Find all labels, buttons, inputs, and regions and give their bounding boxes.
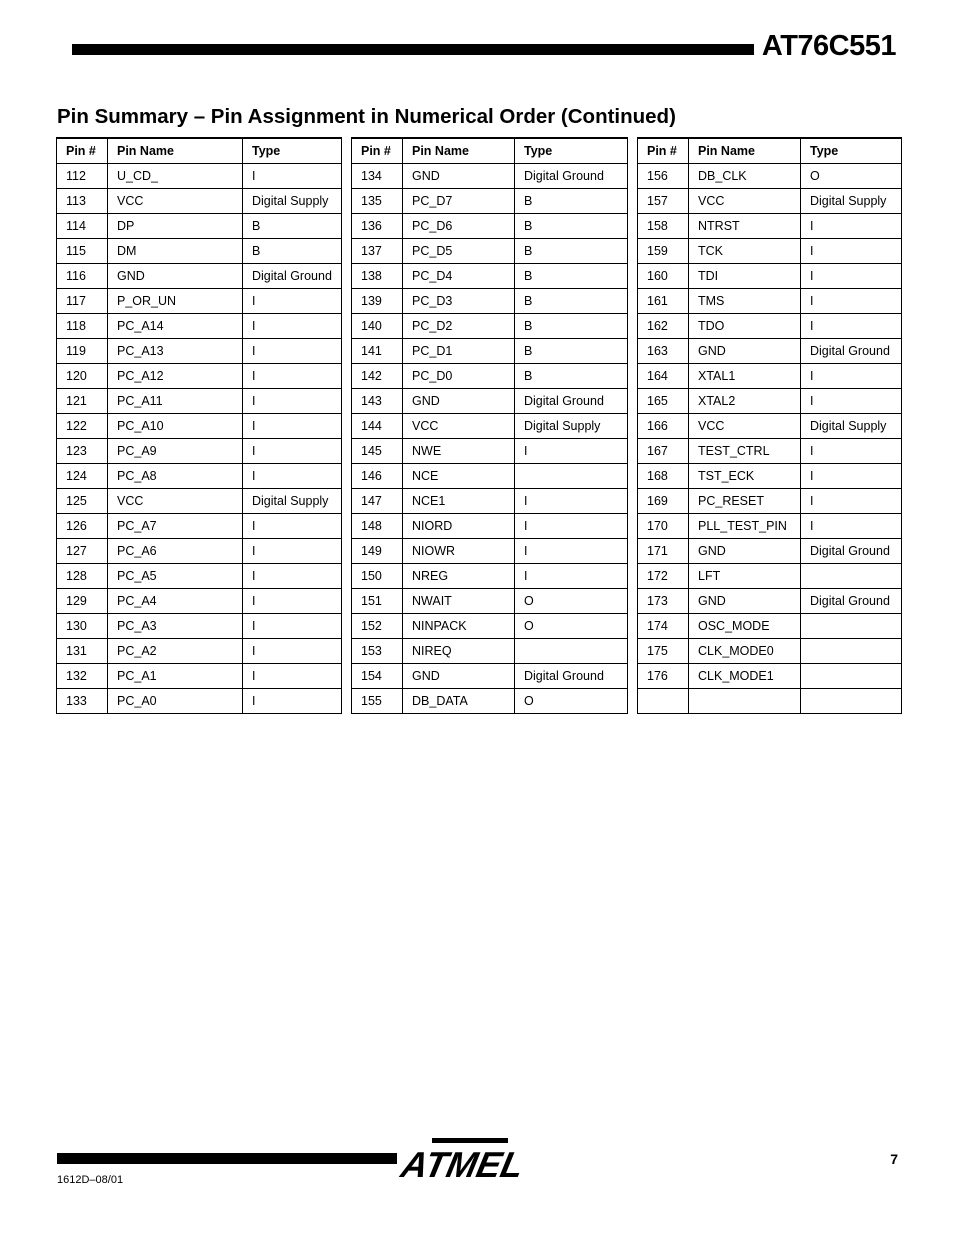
pin-type-cell: I: [515, 514, 628, 539]
pin-type-cell: I: [243, 339, 342, 364]
table-row: [638, 489, 902, 514]
pin-name-cell: TDO: [689, 314, 801, 339]
pin-type-cell: [801, 564, 902, 589]
pin-name-cell: PC_A9: [108, 439, 243, 464]
logo-text: ATMEL: [397, 1144, 528, 1185]
footer-rule: [57, 1153, 397, 1164]
table-row: [352, 214, 628, 239]
pin-name-cell: VCC: [689, 189, 801, 214]
column-header-pin-name: Pin Name: [403, 138, 515, 164]
pin-type-cell: Digital Supply: [243, 489, 342, 514]
pin-name-cell: PC_A8: [108, 464, 243, 489]
pin-type-cell: I: [243, 689, 342, 714]
pin-name-cell: PC_A1: [108, 664, 243, 689]
pin-number-cell: 135: [352, 189, 403, 214]
pin-number-cell: 117: [57, 289, 108, 314]
pin-number-cell: 124: [57, 464, 108, 489]
pin-number-cell: 161: [638, 289, 689, 314]
pin-name-cell: VCC: [108, 189, 243, 214]
pin-type-cell: [801, 689, 902, 714]
table-row: [638, 514, 902, 539]
pin-name-cell: NCE1: [403, 489, 515, 514]
pin-type-cell: I: [801, 364, 902, 389]
pin-name-cell: DM: [108, 239, 243, 264]
pin-type-cell: O: [515, 689, 628, 714]
section-title: Pin Summary – Pin Assignment in Numerical Order (Continued): [57, 105, 676, 128]
pin-name-cell: NREG: [403, 564, 515, 589]
pin-name-cell: TDI: [689, 264, 801, 289]
pin-name-cell: PC_A7: [108, 514, 243, 539]
table-header-row: [57, 138, 342, 164]
table-row: [352, 639, 628, 664]
table-row: [57, 589, 342, 614]
pin-number-cell: 130: [57, 614, 108, 639]
pin-name-cell: PC_D2: [403, 314, 515, 339]
pin-number-cell: 157: [638, 189, 689, 214]
pin-name-cell: PC_A3: [108, 614, 243, 639]
pin-type-cell: I: [243, 414, 342, 439]
pin-number-cell: 175: [638, 639, 689, 664]
pin-name-cell: PC_A10: [108, 414, 243, 439]
pin-number-cell: 121: [57, 389, 108, 414]
pin-name-cell: PC_D0: [403, 364, 515, 389]
pin-number-cell: 138: [352, 264, 403, 289]
pin-name-cell: PC_A2: [108, 639, 243, 664]
table-row: [352, 164, 628, 189]
pin-number-cell: 123: [57, 439, 108, 464]
pin-type-cell: Digital Supply: [801, 414, 902, 439]
pin-type-cell: B: [515, 339, 628, 364]
table-row: [638, 689, 902, 714]
pin-name-cell: P_OR_UN: [108, 289, 243, 314]
table-row: [57, 164, 342, 189]
column-header-pin: Pin #: [352, 138, 403, 164]
pin-type-cell: I: [243, 514, 342, 539]
pin-number-cell: 145: [352, 439, 403, 464]
pin-number-cell: 150: [352, 564, 403, 589]
table-row: [57, 239, 342, 264]
table-row: [638, 614, 902, 639]
pin-type-cell: B: [515, 364, 628, 389]
pin-name-cell: PC_RESET: [689, 489, 801, 514]
pin-table-1: [56, 137, 342, 714]
pin-name-cell: TCK: [689, 239, 801, 264]
pin-name-cell: GND: [403, 389, 515, 414]
pin-name-cell: GND: [689, 339, 801, 364]
table-row: [57, 664, 342, 689]
table-row: [352, 439, 628, 464]
table-row: [638, 339, 902, 364]
table-header-row: [352, 138, 628, 164]
table-row: [57, 339, 342, 364]
pin-number-cell: 125: [57, 489, 108, 514]
pin-name-cell: PLL_TEST_PIN: [689, 514, 801, 539]
table-row: [638, 364, 902, 389]
pin-name-cell: GND: [689, 539, 801, 564]
table-row: [57, 264, 342, 289]
pin-number-cell: 116: [57, 264, 108, 289]
pin-name-cell: LFT: [689, 564, 801, 589]
pin-name-cell: U_CD_: [108, 164, 243, 189]
pin-name-cell: TEST_CTRL: [689, 439, 801, 464]
pin-number-cell: 173: [638, 589, 689, 614]
table-row: [57, 514, 342, 539]
pin-number-cell: 146: [352, 464, 403, 489]
pin-type-cell: I: [243, 364, 342, 389]
table-row: [57, 689, 342, 714]
table-row: [352, 414, 628, 439]
pin-name-cell: PC_A11: [108, 389, 243, 414]
table-row: [57, 564, 342, 589]
pin-type-cell: B: [515, 314, 628, 339]
pin-number-cell: 152: [352, 614, 403, 639]
pin-number-cell: 114: [57, 214, 108, 239]
pin-name-cell: NIREQ: [403, 639, 515, 664]
pin-name-cell: PC_A5: [108, 564, 243, 589]
table-row: [57, 389, 342, 414]
table-row: [57, 639, 342, 664]
pin-number-cell: 131: [57, 639, 108, 664]
pin-name-cell: VCC: [689, 414, 801, 439]
pin-number-cell: 171: [638, 539, 689, 564]
pin-number-cell: 163: [638, 339, 689, 364]
table-row: [638, 164, 902, 189]
table-row: [638, 189, 902, 214]
pin-number-cell: 160: [638, 264, 689, 289]
pin-number-cell: 148: [352, 514, 403, 539]
document-title: AT76C551: [761, 30, 896, 62]
pin-number-cell: 174: [638, 614, 689, 639]
pin-type-cell: I: [801, 514, 902, 539]
pin-type-cell: Digital Supply: [515, 414, 628, 439]
pin-type-cell: B: [515, 214, 628, 239]
pin-type-cell: I: [243, 539, 342, 564]
pin-type-cell: I: [243, 464, 342, 489]
pin-number-cell: 167: [638, 439, 689, 464]
pin-number-cell: 143: [352, 389, 403, 414]
pin-name-cell: PC_D1: [403, 339, 515, 364]
pin-name-cell: PC_A4: [108, 589, 243, 614]
pin-name-cell: PC_A6: [108, 539, 243, 564]
column-header-type: Type: [801, 138, 902, 164]
pin-number-cell: 162: [638, 314, 689, 339]
pin-type-cell: I: [801, 239, 902, 264]
pin-number-cell: 137: [352, 239, 403, 264]
pin-name-cell: TST_ECK: [689, 464, 801, 489]
table-row: [638, 264, 902, 289]
pin-number-cell: 119: [57, 339, 108, 364]
pin-number-cell: 142: [352, 364, 403, 389]
table-row: [57, 364, 342, 389]
table-row: [57, 414, 342, 439]
pin-type-cell: I: [243, 664, 342, 689]
pin-type-cell: Digital Ground: [243, 264, 342, 289]
table-row: [638, 439, 902, 464]
pin-type-cell: I: [801, 439, 902, 464]
column-header-pin: Pin #: [57, 138, 108, 164]
pin-type-cell: B: [515, 189, 628, 214]
pin-number-cell: 144: [352, 414, 403, 439]
table-row: [352, 464, 628, 489]
pin-type-cell: I: [801, 389, 902, 414]
pin-type-cell: I: [801, 464, 902, 489]
pin-number-cell: 159: [638, 239, 689, 264]
pin-name-cell: OSC_MODE: [689, 614, 801, 639]
pin-name-cell: NWAIT: [403, 589, 515, 614]
pin-type-cell: Digital Ground: [801, 589, 902, 614]
pin-number-cell: 120: [57, 364, 108, 389]
pin-name-cell: PC_A13: [108, 339, 243, 364]
table-row: [352, 589, 628, 614]
table-row: [352, 614, 628, 639]
pin-name-cell: PC_D3: [403, 289, 515, 314]
pin-type-cell: I: [243, 564, 342, 589]
pin-type-cell: O: [515, 614, 628, 639]
table-row: [352, 364, 628, 389]
table-header-row: [638, 138, 902, 164]
table-row: [352, 664, 628, 689]
table-row: [352, 339, 628, 364]
table-row: [352, 489, 628, 514]
page-number: 7: [890, 1151, 898, 1167]
table-row: [352, 314, 628, 339]
pin-name-cell: DB_CLK: [689, 164, 801, 189]
table-row: [638, 539, 902, 564]
pin-type-cell: I: [801, 289, 902, 314]
pin-name-cell: PC_D6: [403, 214, 515, 239]
pin-type-cell: I: [243, 439, 342, 464]
pin-number-cell: 176: [638, 664, 689, 689]
table-row: [352, 264, 628, 289]
pin-name-cell: PC_A0: [108, 689, 243, 714]
pin-number-cell: 128: [57, 564, 108, 589]
pin-number-cell: 169: [638, 489, 689, 514]
pin-name-cell: GND: [108, 264, 243, 289]
pin-name-cell: NWE: [403, 439, 515, 464]
column-header-type: Type: [243, 138, 342, 164]
pin-type-cell: O: [801, 164, 902, 189]
pin-name-cell: DP: [108, 214, 243, 239]
pin-number-cell: 133: [57, 689, 108, 714]
table-row: [57, 214, 342, 239]
pin-name-cell: DB_DATA: [403, 689, 515, 714]
pin-number-cell: 139: [352, 289, 403, 314]
table-row: [57, 614, 342, 639]
table-row: [352, 239, 628, 264]
table-row: [352, 189, 628, 214]
pin-type-cell: I: [801, 214, 902, 239]
pin-name-cell: NTRST: [689, 214, 801, 239]
table-row: [352, 389, 628, 414]
table-row: [57, 439, 342, 464]
pin-name-cell: TMS: [689, 289, 801, 314]
pin-name-cell: PC_A12: [108, 364, 243, 389]
pin-name-cell: VCC: [108, 489, 243, 514]
pin-name-cell: PC_D7: [403, 189, 515, 214]
pin-type-cell: I: [801, 314, 902, 339]
pin-number-cell: 156: [638, 164, 689, 189]
pin-type-cell: I: [243, 614, 342, 639]
pin-type-cell: B: [515, 239, 628, 264]
pin-number-cell: 118: [57, 314, 108, 339]
pin-type-cell: I: [243, 589, 342, 614]
pin-number-cell: 134: [352, 164, 403, 189]
pin-name-cell: NINPACK: [403, 614, 515, 639]
pin-number-cell: 149: [352, 539, 403, 564]
pin-type-cell: I: [515, 539, 628, 564]
pin-type-cell: I: [801, 264, 902, 289]
pin-number-cell: 127: [57, 539, 108, 564]
pin-type-cell: B: [515, 289, 628, 314]
pin-number-cell: 140: [352, 314, 403, 339]
pin-number-cell: 151: [352, 589, 403, 614]
pin-type-cell: B: [515, 264, 628, 289]
pin-name-cell: XTAL2: [689, 389, 801, 414]
table-row: [638, 589, 902, 614]
table-row: [352, 564, 628, 589]
header-rule: [72, 44, 754, 55]
pin-name-cell: CLK_MODE1: [689, 664, 801, 689]
column-header-type: Type: [515, 138, 628, 164]
pin-number-cell: 153: [352, 639, 403, 664]
pin-type-cell: O: [515, 589, 628, 614]
table-row: [638, 639, 902, 664]
table-row: [57, 464, 342, 489]
atmel-logo: [397, 1136, 528, 1185]
table-row: [352, 539, 628, 564]
column-header-pin-name: Pin Name: [689, 138, 801, 164]
pin-number-cell: [638, 689, 689, 714]
pin-type-cell: Digital Ground: [515, 389, 628, 414]
table-row: [352, 289, 628, 314]
pin-number-cell: 113: [57, 189, 108, 214]
table-row: [57, 189, 342, 214]
table-row: [57, 289, 342, 314]
pin-number-cell: 168: [638, 464, 689, 489]
table-row: [352, 514, 628, 539]
table-row: [638, 414, 902, 439]
pin-type-cell: Digital Supply: [801, 189, 902, 214]
pin-type-cell: I: [515, 489, 628, 514]
document-code: 1612D–08/01: [57, 1174, 124, 1186]
pin-number-cell: 155: [352, 689, 403, 714]
pin-number-cell: 126: [57, 514, 108, 539]
pin-type-cell: Digital Ground: [801, 539, 902, 564]
pin-number-cell: 132: [57, 664, 108, 689]
pin-number-cell: 112: [57, 164, 108, 189]
pin-type-cell: I: [243, 314, 342, 339]
pin-number-cell: 147: [352, 489, 403, 514]
table-row: [352, 689, 628, 714]
pin-type-cell: [801, 614, 902, 639]
pin-name-cell: PC_A14: [108, 314, 243, 339]
pin-number-cell: 122: [57, 414, 108, 439]
pin-number-cell: 172: [638, 564, 689, 589]
pin-type-cell: I: [243, 639, 342, 664]
table-row: [638, 314, 902, 339]
pin-type-cell: [801, 639, 902, 664]
pin-name-cell: NCE: [403, 464, 515, 489]
column-header-pin-name: Pin Name: [108, 138, 243, 164]
table-row: [57, 489, 342, 514]
pin-number-cell: 115: [57, 239, 108, 264]
table-row: [57, 314, 342, 339]
pin-type-cell: I: [515, 564, 628, 589]
pin-table-3: [637, 137, 902, 714]
pin-type-cell: B: [243, 214, 342, 239]
pin-name-cell: VCC: [403, 414, 515, 439]
pin-number-cell: 136: [352, 214, 403, 239]
table-row: [638, 214, 902, 239]
pin-number-cell: 165: [638, 389, 689, 414]
table-row: [638, 389, 902, 414]
pin-name-cell: GND: [689, 589, 801, 614]
pin-number-cell: 141: [352, 339, 403, 364]
table-row: [57, 539, 342, 564]
pin-number-cell: 129: [57, 589, 108, 614]
pin-number-cell: 166: [638, 414, 689, 439]
pin-type-cell: I: [243, 289, 342, 314]
table-row: [638, 664, 902, 689]
pin-type-cell: I: [243, 389, 342, 414]
pin-table-2: [351, 137, 628, 714]
pin-type-cell: [515, 639, 628, 664]
column-header-pin: Pin #: [638, 138, 689, 164]
pin-type-cell: Digital Ground: [515, 664, 628, 689]
table-row: [638, 289, 902, 314]
pin-type-cell: I: [243, 164, 342, 189]
pin-name-cell: [689, 689, 801, 714]
pin-number-cell: 154: [352, 664, 403, 689]
pin-name-cell: GND: [403, 164, 515, 189]
pin-type-cell: [515, 464, 628, 489]
pin-name-cell: CLK_MODE0: [689, 639, 801, 664]
pin-name-cell: PC_D4: [403, 264, 515, 289]
pin-number-cell: 170: [638, 514, 689, 539]
table-row: [638, 239, 902, 264]
pin-type-cell: [801, 664, 902, 689]
pin-type-cell: Digital Supply: [243, 189, 342, 214]
table-row: [638, 464, 902, 489]
pin-number-cell: 164: [638, 364, 689, 389]
pin-type-cell: B: [243, 239, 342, 264]
table-row: [638, 564, 902, 589]
pin-type-cell: Digital Ground: [801, 339, 902, 364]
pin-name-cell: NIOWR: [403, 539, 515, 564]
pin-name-cell: GND: [403, 664, 515, 689]
pin-type-cell: I: [515, 439, 628, 464]
pin-number-cell: 158: [638, 214, 689, 239]
pin-type-cell: I: [801, 489, 902, 514]
pin-name-cell: XTAL1: [689, 364, 801, 389]
pin-name-cell: NIORD: [403, 514, 515, 539]
pin-name-cell: PC_D5: [403, 239, 515, 264]
pin-type-cell: Digital Ground: [515, 164, 628, 189]
